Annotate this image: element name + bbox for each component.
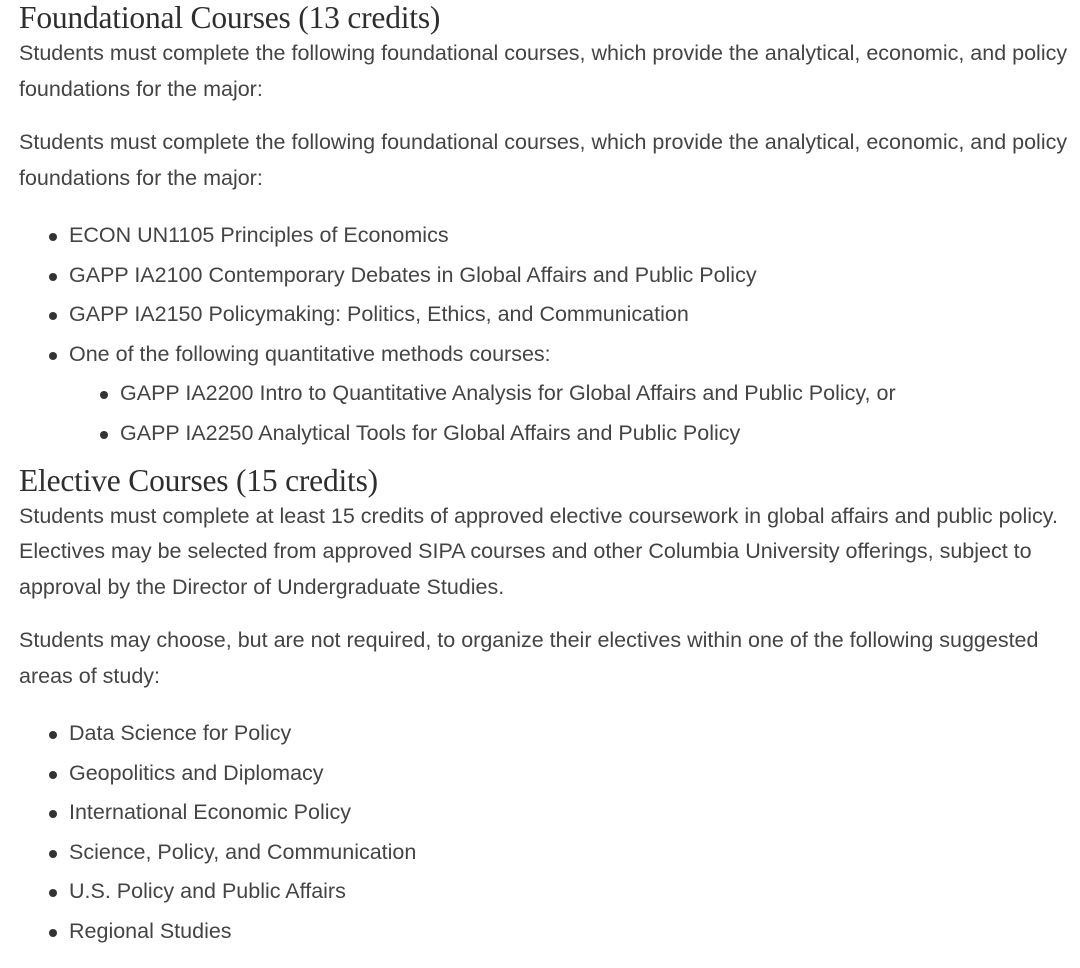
foundational-course-list xyxy=(19,216,1071,454)
list-item: One of the following quantitative methods courses: xyxy=(19,335,1071,375)
list-item: Geopolitics and Diplomacy xyxy=(19,754,1071,794)
elective-description: Students must complete at least 15 credits of approved elective coursework in global affairs and public policy. Electives may be selected from approved SIPA courses and other Columbia University offerings, subject to approval by the Director of Undergraduate Studies. xyxy=(19,503,1058,599)
list-item: Regional Studies xyxy=(19,912,1071,952)
sub-list-item: GAPP IA2200 Intro to Quantitative Analysis for Global Affairs and Public Policy, or xyxy=(19,374,1071,414)
list-item: ECON UN1105 Principles of Economics xyxy=(19,216,1071,256)
elective-areas-intro: Students may choose, but are not required, to organize their electives within one of the following suggested areas of study: xyxy=(19,628,1039,688)
list-item: GAPP IA2150 Policymaking: Politics, Ethics, and Communication xyxy=(19,295,1071,335)
elective-heading: Elective Courses (15 credits) xyxy=(19,462,378,498)
sub-list-item: GAPP IA2250 Analytical Tools for Global Affairs and Public Policy xyxy=(19,414,1071,454)
list-item: Science, Policy, and Communication xyxy=(19,833,1071,873)
list-item: GAPP IA2100 Contemporary Debates in Global Affairs and Public Policy xyxy=(19,256,1071,296)
foundational-heading: Foundational Courses (13 credits) xyxy=(19,0,441,35)
list-item: International Economic Policy xyxy=(19,793,1071,833)
foundational-intro-repeat: Students must complete the following foundational courses, which provide the analytical, economic, and policy foundations for the major: xyxy=(19,130,1068,190)
areas-of-study-list xyxy=(19,714,1071,951)
foundational-intro: Students must complete the following foundational courses, which provide the analytical, economic, and policy foundations for the major: xyxy=(19,41,1068,101)
list-item: Data Science for Policy xyxy=(19,714,1071,754)
list-item: U.S. Policy and Public Affairs xyxy=(19,872,1071,912)
